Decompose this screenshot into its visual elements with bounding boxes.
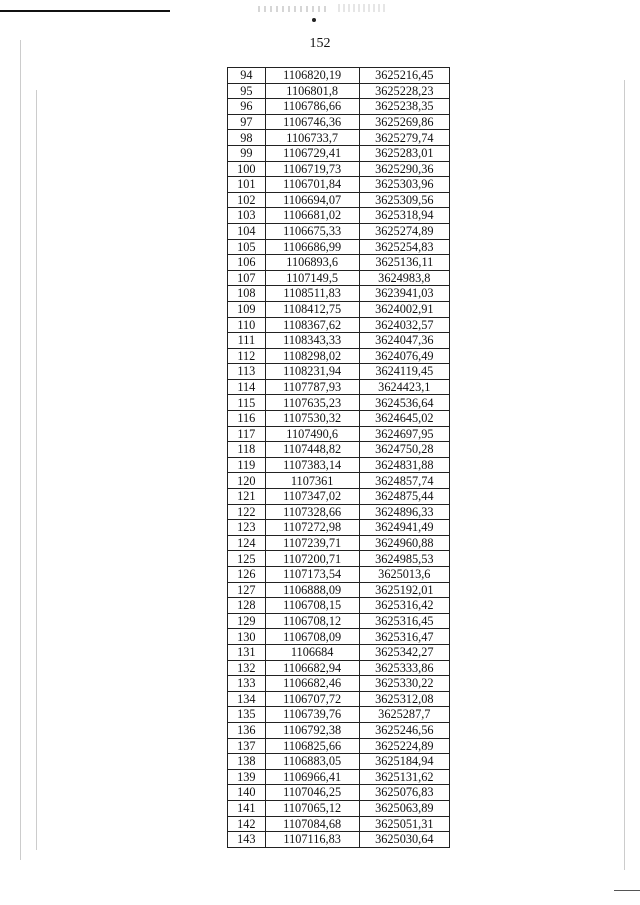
table-row bbox=[228, 457, 450, 473]
point-number-cell: 101 bbox=[228, 177, 266, 193]
point-number-cell: 99 bbox=[228, 145, 266, 161]
table-row bbox=[228, 130, 450, 146]
table-row bbox=[228, 738, 450, 754]
x-coordinate-cell: 1106746,36 bbox=[265, 114, 359, 130]
top-rule bbox=[0, 10, 170, 12]
table-row bbox=[228, 535, 450, 551]
y-coordinate-cell: 3625316,45 bbox=[359, 613, 449, 629]
table-row bbox=[228, 722, 450, 738]
x-coordinate-cell: 1108412,75 bbox=[265, 301, 359, 317]
table-row bbox=[228, 411, 450, 427]
x-coordinate-cell: 1106675,33 bbox=[265, 223, 359, 239]
table-row bbox=[228, 161, 450, 177]
scan-edge bbox=[36, 90, 37, 850]
table-row bbox=[228, 223, 450, 239]
x-coordinate-cell: 1106701,84 bbox=[265, 177, 359, 193]
table-row bbox=[228, 800, 450, 816]
y-coordinate-cell: 3625224,89 bbox=[359, 738, 449, 754]
point-number-cell: 139 bbox=[228, 769, 266, 785]
table-row bbox=[228, 582, 450, 598]
y-coordinate-cell: 3625274,89 bbox=[359, 223, 449, 239]
table-row bbox=[228, 473, 450, 489]
point-number-cell: 98 bbox=[228, 130, 266, 146]
y-coordinate-cell: 3625312,08 bbox=[359, 691, 449, 707]
point-number-cell: 137 bbox=[228, 738, 266, 754]
x-coordinate-cell: 1106888,09 bbox=[265, 582, 359, 598]
x-coordinate-cell: 1106883,05 bbox=[265, 754, 359, 770]
y-coordinate-cell: 3625316,42 bbox=[359, 598, 449, 614]
y-coordinate-cell: 3624896,33 bbox=[359, 504, 449, 520]
y-coordinate-cell: 3625283,01 bbox=[359, 145, 449, 161]
y-coordinate-cell: 3624857,74 bbox=[359, 473, 449, 489]
x-coordinate-cell: 1106708,12 bbox=[265, 613, 359, 629]
table-row bbox=[228, 832, 450, 848]
table-row bbox=[228, 489, 450, 505]
y-coordinate-cell: 3624941,49 bbox=[359, 520, 449, 536]
point-number-cell: 112 bbox=[228, 348, 266, 364]
table-row bbox=[228, 754, 450, 770]
table-row bbox=[228, 208, 450, 224]
y-coordinate-cell: 3625330,22 bbox=[359, 676, 449, 692]
x-coordinate-cell: 1106733,7 bbox=[265, 130, 359, 146]
point-number-cell: 124 bbox=[228, 535, 266, 551]
x-coordinate-cell: 1107272,98 bbox=[265, 520, 359, 536]
table-row bbox=[228, 598, 450, 614]
table-row bbox=[228, 68, 450, 84]
y-coordinate-cell: 3624047,36 bbox=[359, 333, 449, 349]
point-number-cell: 100 bbox=[228, 161, 266, 177]
x-coordinate-cell: 1106708,09 bbox=[265, 629, 359, 645]
y-coordinate-cell: 3625013,6 bbox=[359, 567, 449, 583]
point-number-cell: 95 bbox=[228, 83, 266, 99]
table-row bbox=[228, 395, 450, 411]
y-coordinate-cell: 3624697,95 bbox=[359, 426, 449, 442]
y-coordinate-cell: 3625290,36 bbox=[359, 161, 449, 177]
x-coordinate-cell: 1106719,73 bbox=[265, 161, 359, 177]
x-coordinate-cell: 1106820,19 bbox=[265, 68, 359, 84]
y-coordinate-cell: 3625309,56 bbox=[359, 192, 449, 208]
table-row bbox=[228, 769, 450, 785]
table-row bbox=[228, 785, 450, 801]
point-number-cell: 133 bbox=[228, 676, 266, 692]
point-number-cell: 131 bbox=[228, 644, 266, 660]
point-number-cell: 108 bbox=[228, 286, 266, 302]
table-row bbox=[228, 145, 450, 161]
point-number-cell: 125 bbox=[228, 551, 266, 567]
x-coordinate-cell: 1107149,5 bbox=[265, 270, 359, 286]
x-coordinate-cell: 1107328,66 bbox=[265, 504, 359, 520]
y-coordinate-cell: 3625216,45 bbox=[359, 68, 449, 84]
table-row bbox=[228, 255, 450, 271]
point-number-cell: 127 bbox=[228, 582, 266, 598]
table-row bbox=[228, 333, 450, 349]
point-number-cell: 121 bbox=[228, 489, 266, 505]
x-coordinate-cell: 1106801,8 bbox=[265, 83, 359, 99]
table-row bbox=[228, 364, 450, 380]
point-number-cell: 142 bbox=[228, 816, 266, 832]
x-coordinate-cell: 1106729,41 bbox=[265, 145, 359, 161]
x-coordinate-cell: 1107046,25 bbox=[265, 785, 359, 801]
x-coordinate-cell: 1106682,46 bbox=[265, 676, 359, 692]
point-number-cell: 135 bbox=[228, 707, 266, 723]
x-coordinate-cell: 1106966,41 bbox=[265, 769, 359, 785]
y-coordinate-cell: 3625254,83 bbox=[359, 239, 449, 255]
point-number-cell: 106 bbox=[228, 255, 266, 271]
x-coordinate-cell: 1107200,71 bbox=[265, 551, 359, 567]
x-coordinate-cell: 1108231,94 bbox=[265, 364, 359, 380]
point-number-cell: 120 bbox=[228, 473, 266, 489]
point-number-cell: 116 bbox=[228, 411, 266, 427]
y-coordinate-cell: 3625076,83 bbox=[359, 785, 449, 801]
x-coordinate-cell: 1106792,38 bbox=[265, 722, 359, 738]
table-row bbox=[228, 504, 450, 520]
point-number-cell: 138 bbox=[228, 754, 266, 770]
y-coordinate-cell: 3625184,94 bbox=[359, 754, 449, 770]
point-number-cell: 123 bbox=[228, 520, 266, 536]
x-coordinate-cell: 1106681,02 bbox=[265, 208, 359, 224]
y-coordinate-cell: 3623941,03 bbox=[359, 286, 449, 302]
y-coordinate-cell: 3624076,49 bbox=[359, 348, 449, 364]
point-number-cell: 109 bbox=[228, 301, 266, 317]
point-number-cell: 115 bbox=[228, 395, 266, 411]
table-row bbox=[228, 286, 450, 302]
point-number-cell: 113 bbox=[228, 364, 266, 380]
x-coordinate-cell: 1107635,23 bbox=[265, 395, 359, 411]
y-coordinate-cell: 3625131,62 bbox=[359, 769, 449, 785]
y-coordinate-cell: 3625246,56 bbox=[359, 722, 449, 738]
y-coordinate-cell: 3625063,89 bbox=[359, 800, 449, 816]
x-coordinate-cell: 1108367,62 bbox=[265, 317, 359, 333]
y-coordinate-cell: 3625269,86 bbox=[359, 114, 449, 130]
table-row bbox=[228, 270, 450, 286]
scan-artifact bbox=[258, 6, 328, 12]
point-number-cell: 128 bbox=[228, 598, 266, 614]
y-coordinate-cell: 3624983,8 bbox=[359, 270, 449, 286]
point-number-cell: 105 bbox=[228, 239, 266, 255]
x-coordinate-cell: 1106825,66 bbox=[265, 738, 359, 754]
point-number-cell: 134 bbox=[228, 691, 266, 707]
table-row bbox=[228, 816, 450, 832]
table-row bbox=[228, 379, 450, 395]
coordinates-table-body bbox=[228, 68, 450, 848]
x-coordinate-cell: 1107383,14 bbox=[265, 457, 359, 473]
x-coordinate-cell: 1107065,12 bbox=[265, 800, 359, 816]
y-coordinate-cell: 3625303,96 bbox=[359, 177, 449, 193]
x-coordinate-cell: 1106739,76 bbox=[265, 707, 359, 723]
table-row bbox=[228, 676, 450, 692]
table-row bbox=[228, 644, 450, 660]
point-number-cell: 111 bbox=[228, 333, 266, 349]
point-number-cell: 129 bbox=[228, 613, 266, 629]
x-coordinate-cell: 1106686,99 bbox=[265, 239, 359, 255]
table-row bbox=[228, 567, 450, 583]
y-coordinate-cell: 3624032,57 bbox=[359, 317, 449, 333]
table-row bbox=[228, 707, 450, 723]
x-coordinate-cell: 1107084,68 bbox=[265, 816, 359, 832]
x-coordinate-cell: 1107490,6 bbox=[265, 426, 359, 442]
y-coordinate-cell: 3625238,35 bbox=[359, 99, 449, 115]
point-number-cell: 130 bbox=[228, 629, 266, 645]
table-row bbox=[228, 301, 450, 317]
x-coordinate-cell: 1107116,83 bbox=[265, 832, 359, 848]
y-coordinate-cell: 3624423,1 bbox=[359, 379, 449, 395]
table-row bbox=[228, 177, 450, 193]
y-coordinate-cell: 3625318,94 bbox=[359, 208, 449, 224]
y-coordinate-cell: 3625136,11 bbox=[359, 255, 449, 271]
point-number-cell: 119 bbox=[228, 457, 266, 473]
table-row bbox=[228, 426, 450, 442]
point-number-cell: 141 bbox=[228, 800, 266, 816]
point-number-cell: 136 bbox=[228, 722, 266, 738]
page-number: 152 bbox=[309, 36, 331, 51]
x-coordinate-cell: 1106694,07 bbox=[265, 192, 359, 208]
y-coordinate-cell: 3624875,44 bbox=[359, 489, 449, 505]
point-number-cell: 117 bbox=[228, 426, 266, 442]
table-row bbox=[228, 442, 450, 458]
y-coordinate-cell: 3625228,23 bbox=[359, 83, 449, 99]
y-coordinate-cell: 3625342,27 bbox=[359, 644, 449, 660]
y-coordinate-cell: 3625279,74 bbox=[359, 130, 449, 146]
x-coordinate-cell: 1107239,71 bbox=[265, 535, 359, 551]
y-coordinate-cell: 3625030,64 bbox=[359, 832, 449, 848]
table-row bbox=[228, 114, 450, 130]
y-coordinate-cell: 3624960,88 bbox=[359, 535, 449, 551]
y-coordinate-cell: 3624831,88 bbox=[359, 457, 449, 473]
table-row bbox=[228, 691, 450, 707]
scan-artifact bbox=[338, 4, 388, 12]
x-coordinate-cell: 1107347,02 bbox=[265, 489, 359, 505]
x-coordinate-cell: 1106708,15 bbox=[265, 598, 359, 614]
point-number-cell: 126 bbox=[228, 567, 266, 583]
point-number-cell: 118 bbox=[228, 442, 266, 458]
y-coordinate-cell: 3625287,7 bbox=[359, 707, 449, 723]
y-coordinate-cell: 3624119,45 bbox=[359, 364, 449, 380]
x-coordinate-cell: 1108298,02 bbox=[265, 348, 359, 364]
x-coordinate-cell: 1106682,94 bbox=[265, 660, 359, 676]
y-coordinate-cell: 3625051,31 bbox=[359, 816, 449, 832]
x-coordinate-cell: 1107530,32 bbox=[265, 411, 359, 427]
scan-artifact bbox=[312, 18, 316, 22]
x-coordinate-cell: 1107448,82 bbox=[265, 442, 359, 458]
y-coordinate-cell: 3624645,02 bbox=[359, 411, 449, 427]
y-coordinate-cell: 3624750,28 bbox=[359, 442, 449, 458]
point-number-cell: 103 bbox=[228, 208, 266, 224]
x-coordinate-cell: 1108343,33 bbox=[265, 333, 359, 349]
point-number-cell: 122 bbox=[228, 504, 266, 520]
point-number-cell: 114 bbox=[228, 379, 266, 395]
x-coordinate-cell: 1106893,6 bbox=[265, 255, 359, 271]
x-coordinate-cell: 1106707,72 bbox=[265, 691, 359, 707]
scan-edge bbox=[20, 40, 21, 860]
table-row bbox=[228, 629, 450, 645]
x-coordinate-cell: 1106684 bbox=[265, 644, 359, 660]
x-coordinate-cell: 1108511,83 bbox=[265, 286, 359, 302]
table-row bbox=[228, 239, 450, 255]
coordinates-table bbox=[227, 67, 450, 848]
table-row bbox=[228, 192, 450, 208]
table-row bbox=[228, 520, 450, 536]
point-number-cell: 143 bbox=[228, 832, 266, 848]
table-row bbox=[228, 317, 450, 333]
x-coordinate-cell: 1107361 bbox=[265, 473, 359, 489]
table-row bbox=[228, 83, 450, 99]
x-coordinate-cell: 1106786,66 bbox=[265, 99, 359, 115]
point-number-cell: 110 bbox=[228, 317, 266, 333]
table-row bbox=[228, 551, 450, 567]
point-number-cell: 102 bbox=[228, 192, 266, 208]
y-coordinate-cell: 3624536,64 bbox=[359, 395, 449, 411]
y-coordinate-cell: 3624002,91 bbox=[359, 301, 449, 317]
point-number-cell: 94 bbox=[228, 68, 266, 84]
x-coordinate-cell: 1107173,54 bbox=[265, 567, 359, 583]
point-number-cell: 97 bbox=[228, 114, 266, 130]
scan-edge bbox=[624, 80, 625, 870]
table-row bbox=[228, 613, 450, 629]
point-number-cell: 107 bbox=[228, 270, 266, 286]
table-row bbox=[228, 348, 450, 364]
point-number-cell: 104 bbox=[228, 223, 266, 239]
point-number-cell: 132 bbox=[228, 660, 266, 676]
table-row bbox=[228, 99, 450, 115]
x-coordinate-cell: 1107787,93 bbox=[265, 379, 359, 395]
y-coordinate-cell: 3624985,53 bbox=[359, 551, 449, 567]
table-row bbox=[228, 660, 450, 676]
point-number-cell: 96 bbox=[228, 99, 266, 115]
point-number-cell: 140 bbox=[228, 785, 266, 801]
y-coordinate-cell: 3625192,01 bbox=[359, 582, 449, 598]
y-coordinate-cell: 3625316,47 bbox=[359, 629, 449, 645]
y-coordinate-cell: 3625333,86 bbox=[359, 660, 449, 676]
scan-artifact bbox=[614, 890, 640, 891]
